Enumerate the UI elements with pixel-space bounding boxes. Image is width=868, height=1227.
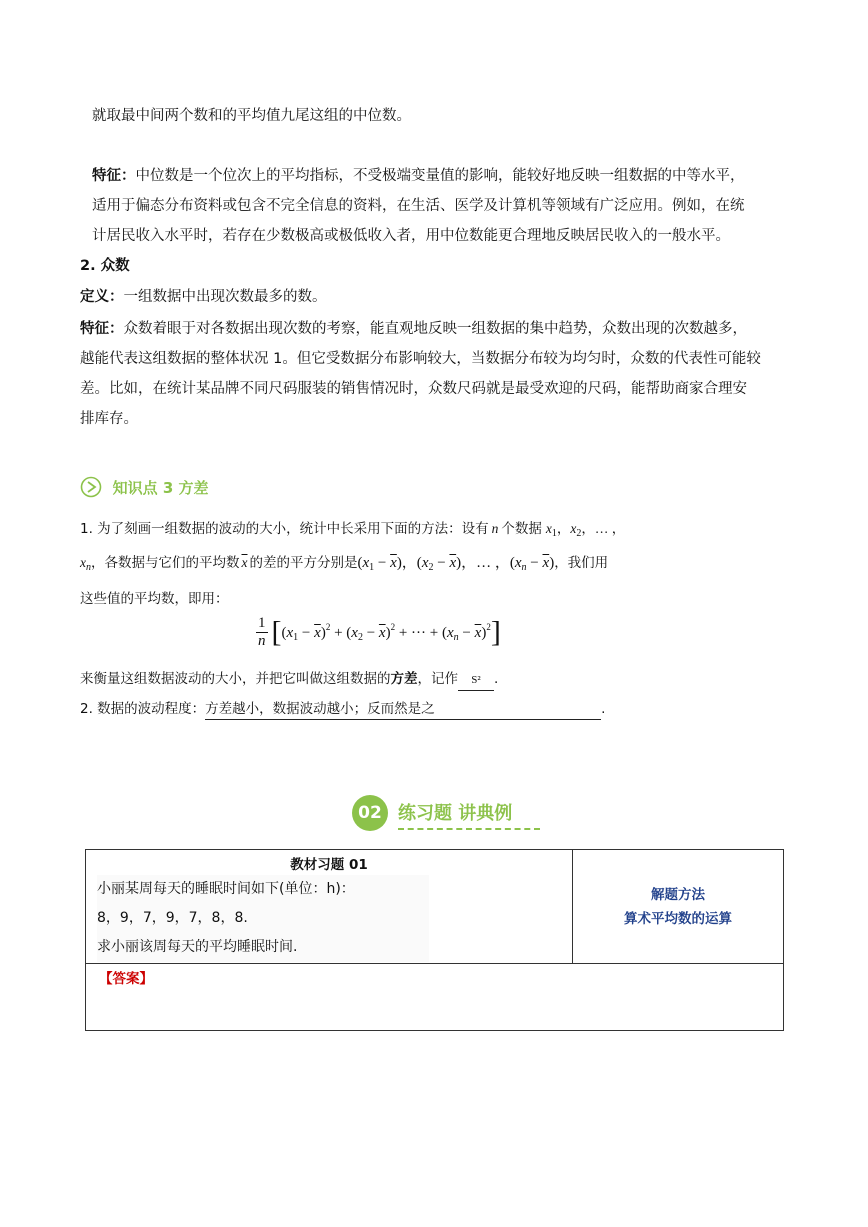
variance-symbol-blank: S²	[458, 670, 494, 691]
variance-formula: $\frac{1}{n}$ [$(x_1 - \overline{x})^2 + (x_2 - \overline{x})^2$ + ··· + $(x_n - \overline{x})^2$]	[258, 615, 501, 649]
exercise-line3: 求小丽该周每天的平均睡眠时间.	[97, 939, 298, 955]
variance-p5-start: 2. 数据的波动程度：	[80, 701, 206, 717]
variance-p5	[80, 699, 605, 720]
mode-feature-line4: 排库存。	[80, 411, 138, 427]
section02-header	[352, 795, 542, 831]
variance-p4-end: .	[494, 671, 499, 687]
variance-p1-mid: 个数据	[501, 521, 542, 537]
section3-heading	[80, 476, 209, 500]
section02-number-badge: 02	[352, 795, 388, 831]
median-tail-text: 就取最中间两个数和的平均值九尾这组的中位数。	[92, 108, 411, 124]
section02-underline	[398, 828, 540, 830]
variance-p2: $x_n$，各数据与它们的平均数 $\overline{x}$ 的差的平方分别是$(x_1 - \overline{x})$，$(x_2 - \overline{x})$，… ，$(x_n - \overline{x})$，我们用	[80, 555, 609, 573]
variance-p4-start: 来衡量这组数据波动的大小，并把它叫做这组数据的	[80, 671, 391, 687]
mode-feature-line2: 越能代表这组数据的整体状况 1。但它受数据分布影响较大，当数据分布较为均匀时，众数的代表性可能较	[80, 351, 761, 367]
median-feature-line1	[92, 166, 745, 186]
exercise-method-cell	[573, 850, 784, 964]
median-feature-text1: 中位数是一个位次上的平均指标，不受极端变量值的影响，能较好地反映一组数据的中等水平，	[135, 168, 745, 184]
mode-heading: 2. 众数	[80, 258, 130, 274]
mode-feature-line3: 差。比如，在统计某品牌不同尺码服装的销售情况时，众数尺码就是最受欢迎的尺码，能帮助商家合理安	[80, 381, 747, 397]
mode-feat-text1: 众数着眼于对各数据出现次数的考察，能直观地反映一组数据的集中趋势，众数出现的次数越多，	[123, 321, 747, 337]
variance-p2-end: ，我们用	[554, 555, 609, 571]
exercise-title: 教材习题 01	[290, 857, 368, 873]
variance-p2-mid2: 的差的平方分别是	[249, 555, 358, 571]
median-feature-line3: 计居民收入水平时，若存在少数极高或极低收入者，用中位数能更合理地反映居民收入的一般水平。	[92, 228, 730, 244]
exercise-table	[85, 849, 784, 1031]
variance-p1-start: 1. 为了刻画一组数据的波动的大小，统计中长采用下面的方法：设有	[80, 521, 489, 537]
mode-definition	[80, 287, 327, 307]
mode-feat-label: 特征：	[80, 321, 124, 337]
median-feature-label: 特征：	[92, 168, 136, 184]
variance-p4-mid: ，记作	[417, 671, 458, 687]
variance-p5-end: .	[601, 701, 606, 717]
method-text: 算术平均数的运算	[624, 910, 732, 927]
exercise-line2: 8，9，7，9，7，8，8.	[97, 910, 248, 926]
variance-p3: 这些值的平均数，即用：	[80, 591, 229, 607]
answer-label: 【答案】	[99, 971, 153, 987]
section3-title: 知识点 3 方差	[112, 478, 209, 497]
method-label: 解题方法	[651, 886, 705, 903]
arrow-circle-icon	[80, 476, 102, 498]
mode-def-text: 一组数据中出现次数最多的数。	[123, 289, 327, 305]
mode-feature-line1	[80, 319, 747, 339]
fluctuation-answer-blank: 方差越小，数据波动越小；反而然是之	[205, 699, 601, 720]
median-feature-line2: 适用于偏态分布资料或包含不完全信息的资料，在生活、医学及计算机等领域有广泛应用。例如，在统	[92, 198, 745, 214]
exercise-question-body	[97, 875, 429, 962]
variance-p1: 1. 为了刻画一组数据的波动的大小，统计中长采用下面的方法：设有 n 个数据 $x_1$，$x_2$，… ，	[80, 521, 626, 539]
exercise-line1: 小丽某周每天的睡眠时间如下(单位：h)：	[97, 881, 355, 897]
variance-p4	[80, 669, 498, 691]
variance-p4-bold: 方差	[390, 671, 418, 687]
mode-def-label: 定义：	[80, 289, 124, 305]
section02-title: 练习题 讲典例	[398, 803, 513, 824]
exercise-answer-cell	[86, 964, 784, 1031]
variance-p2-mid1: ，各数据与它们的平均数	[91, 555, 240, 571]
exercise-question-cell	[86, 850, 573, 964]
